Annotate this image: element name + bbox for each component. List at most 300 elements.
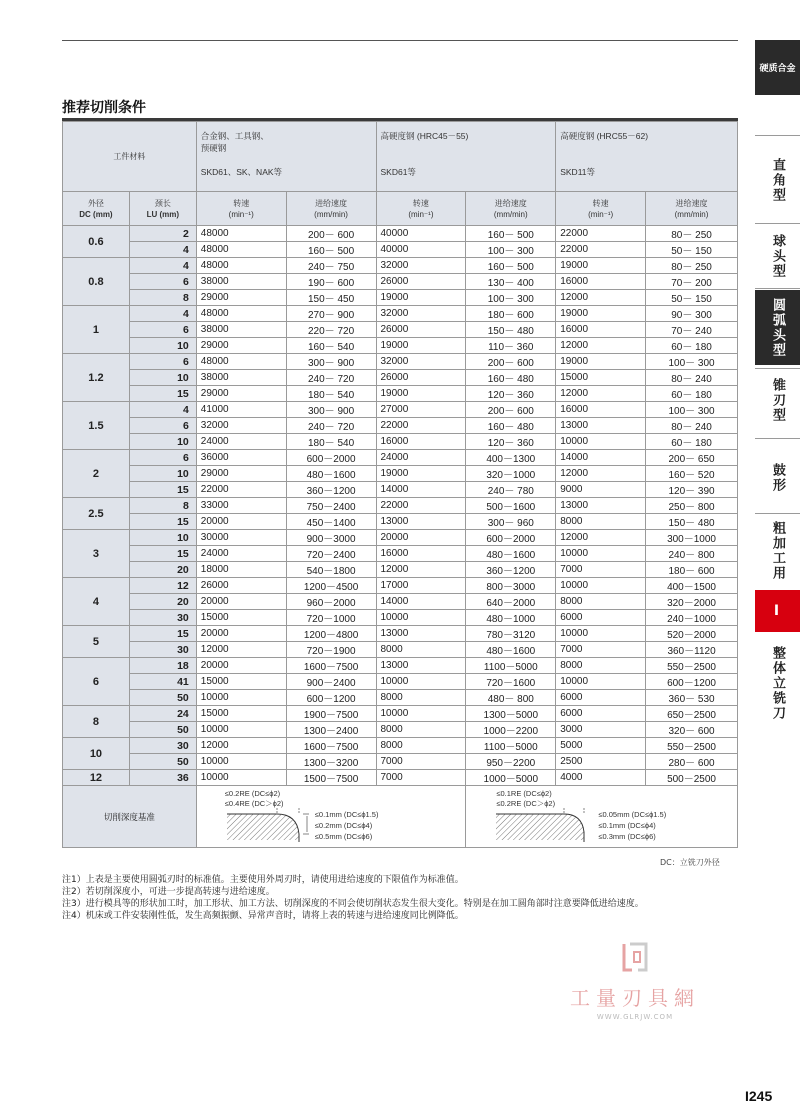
- speed-cell: 19000: [376, 466, 466, 482]
- speed-cell: 5000: [556, 738, 646, 754]
- feed-cell: 300－ 900: [286, 354, 376, 370]
- depth-a-r2: ≤0.2mm (DC≤ϕ4): [314, 821, 373, 830]
- table-row: [63, 418, 738, 434]
- speed-cell: 12000: [556, 290, 646, 306]
- table-row: [63, 754, 738, 770]
- feed-cell: 240－ 720: [286, 370, 376, 386]
- feed-cell: 160－ 480: [466, 370, 556, 386]
- depth-a-r1: ≤0.1mm (DC≤ϕ1.5): [314, 810, 379, 819]
- dc-cell: 4: [63, 578, 130, 626]
- speed-cell: 48000: [196, 354, 286, 370]
- speed-cell: 12000: [556, 466, 646, 482]
- speed-cell: 22000: [556, 242, 646, 258]
- feed-cell: 200－ 600: [286, 226, 376, 242]
- section-title: 推荐切削条件: [62, 100, 146, 116]
- feed-cell: 900－3000: [286, 530, 376, 546]
- tab-roughing[interactable]: [755, 516, 800, 586]
- feed-cell: 780－3120: [466, 626, 556, 642]
- feed-cell: 360－1120: [646, 642, 738, 658]
- feed-cell: 480－1600: [286, 466, 376, 482]
- table-row: [63, 546, 738, 562]
- speed-cell: 3000: [556, 722, 646, 738]
- material-3: [556, 122, 738, 192]
- material-1-line2: 预硬钢: [200, 143, 227, 153]
- speed-cell: 13000: [556, 498, 646, 514]
- lu-cell: 10: [129, 434, 196, 450]
- speed-cell: 14000: [376, 482, 466, 498]
- speed-cell: 26000: [376, 370, 466, 386]
- tab-taper[interactable]: [755, 370, 800, 430]
- feed-cell: 1200－4500: [286, 578, 376, 594]
- depth-b-r2: ≤0.1mm (DC≤ϕ4): [598, 821, 656, 830]
- speed-cell: 8000: [556, 658, 646, 674]
- speed-cell: 7000: [376, 754, 466, 770]
- feed-cell: 550－2500: [646, 658, 738, 674]
- speed-header-2: (min⁻¹): [408, 209, 434, 219]
- table-row: [63, 722, 738, 738]
- feed-cell: 540－1800: [286, 562, 376, 578]
- dc-cell: 2.5: [63, 498, 130, 530]
- dc-cell: 10: [63, 738, 130, 770]
- lu-cell: 4: [129, 402, 196, 418]
- speed-cell: 10000: [556, 546, 646, 562]
- speed-cell: 14000: [376, 594, 466, 610]
- speed-cell: 20000: [196, 514, 286, 530]
- table-row: [63, 402, 738, 418]
- speed-cell: 13000: [376, 514, 466, 530]
- speed-cell: 10000: [556, 578, 646, 594]
- speed-cell: 24000: [196, 434, 286, 450]
- feed-header: [646, 192, 738, 226]
- speed-cell: 48000: [196, 226, 286, 242]
- speed-cell: 10000: [556, 626, 646, 642]
- speed-cell: 13000: [556, 418, 646, 434]
- feed-cell: 400－1300: [466, 450, 556, 466]
- feed-cell: 300－ 960: [466, 514, 556, 530]
- watermark-text: 工量刃具網: [570, 986, 700, 1010]
- speed-cell: 8000: [376, 690, 466, 706]
- speed-cell: 9000: [556, 482, 646, 498]
- lu-cell: 15: [129, 546, 196, 562]
- speed-cell: 7000: [376, 770, 466, 786]
- lu-cell: 30: [129, 642, 196, 658]
- feed-cell: 1000－5000: [466, 770, 556, 786]
- lu-cell: 20: [129, 594, 196, 610]
- tab-carbide[interactable]: [755, 40, 800, 95]
- feed-cell: 120－ 390: [646, 482, 738, 498]
- dc-cell: 1.2: [63, 354, 130, 402]
- note-4: 注4）机床或工件安装刚性低，发生高频振颤、异常声音时，请将上表的转速与进给速度同比例降低。: [62, 911, 464, 921]
- speed-cell: 20000: [376, 530, 466, 546]
- feed-cell: 1100－5000: [466, 658, 556, 674]
- feed-cell: 800－3000: [466, 578, 556, 594]
- table-row: [63, 290, 738, 306]
- tab-ball[interactable]: [755, 226, 800, 286]
- table-row: [63, 738, 738, 754]
- speed-header: [376, 192, 466, 226]
- feed-cell: 130－ 400: [466, 274, 556, 290]
- tab-label: 直角型: [770, 157, 785, 203]
- feed-cell: 80－ 240: [646, 418, 738, 434]
- cutting-conditions-table: [62, 121, 738, 848]
- table-row: [63, 578, 738, 594]
- table-row: [63, 706, 738, 722]
- speed-cell: 22000: [196, 482, 286, 498]
- speed-cell: 13000: [376, 626, 466, 642]
- feed-cell: 180－ 600: [466, 306, 556, 322]
- feed-header-2: (mm/min): [314, 209, 348, 219]
- speed-cell: 12000: [196, 642, 286, 658]
- feed-cell: 80－ 250: [646, 258, 738, 274]
- speed-cell: 38000: [196, 322, 286, 338]
- feed-cell: 160－ 500: [466, 226, 556, 242]
- speed-cell: 16000: [556, 274, 646, 290]
- lu-cell: 6: [129, 322, 196, 338]
- feed-cell: 220－ 720: [286, 322, 376, 338]
- speed-cell: 19000: [556, 258, 646, 274]
- feed-cell: 1300－3200: [286, 754, 376, 770]
- lu-header-1: 颈长: [154, 198, 171, 208]
- feed-cell: 240－1000: [646, 610, 738, 626]
- dc-note: DC：立铣刀外径: [660, 858, 720, 867]
- feed-cell: 50－ 150: [646, 242, 738, 258]
- speed-cell: 10000: [196, 690, 286, 706]
- table-row: [63, 338, 738, 354]
- table-row: [63, 322, 738, 338]
- speed-cell: 16000: [556, 322, 646, 338]
- feed-cell: 1600－7500: [286, 738, 376, 754]
- table-row: [63, 514, 738, 530]
- speed-cell: 24000: [196, 546, 286, 562]
- feed-cell: 480－1600: [466, 642, 556, 658]
- speed-cell: 16000: [556, 402, 646, 418]
- lu-cell: 8: [129, 290, 196, 306]
- speed-cell: 12000: [556, 530, 646, 546]
- depth-a-r3: ≤0.5mm (DC≤ϕ6): [314, 832, 373, 841]
- lu-cell: 41: [129, 674, 196, 690]
- table-row: [63, 626, 738, 642]
- speed-cell: 26000: [376, 274, 466, 290]
- lu-cell: 8: [129, 498, 196, 514]
- feed-cell: 1500－7500: [286, 770, 376, 786]
- table-row: [63, 674, 738, 690]
- lu-cell: 10: [129, 466, 196, 482]
- lu-cell: 4: [129, 258, 196, 274]
- tab-label: 锥刃型: [770, 377, 785, 423]
- speed-cell: 38000: [196, 370, 286, 386]
- feed-cell: 240－ 800: [646, 546, 738, 562]
- speed-cell: 15000: [196, 610, 286, 626]
- speed-cell: 10000: [556, 434, 646, 450]
- speed-cell: 7000: [556, 562, 646, 578]
- feed-header: [286, 192, 376, 226]
- feed-cell: 1300－5000: [466, 706, 556, 722]
- speed-cell: 29000: [196, 466, 286, 482]
- feed-cell: 150－ 450: [286, 290, 376, 306]
- table-row: [63, 642, 738, 658]
- lu-cell: 50: [129, 690, 196, 706]
- lu-cell: 36: [129, 770, 196, 786]
- speed-cell: 32000: [376, 354, 466, 370]
- note-2: 注2）若切削深度小，可进一步提高转速与进给速度。: [62, 887, 275, 897]
- tab-solid-endmill[interactable]: [755, 636, 800, 731]
- feed-cell: 1000－2200: [466, 722, 556, 738]
- table-row: [63, 354, 738, 370]
- lu-cell: 30: [129, 610, 196, 626]
- feed-cell: 160－ 540: [286, 338, 376, 354]
- speed-cell: 32000: [196, 418, 286, 434]
- depth-b-top2: ≤0.2RE (DC＞ϕ2): [496, 799, 556, 808]
- lu-cell: 15: [129, 482, 196, 498]
- feed-cell: 60－ 180: [646, 434, 738, 450]
- speed-cell: 10000: [196, 770, 286, 786]
- speed-cell: 15000: [196, 674, 286, 690]
- feed-cell: 1200－4800: [286, 626, 376, 642]
- feed-cell: 80－ 250: [646, 226, 738, 242]
- feed-header-2: (mm/min): [674, 209, 709, 219]
- lu-cell: 6: [129, 274, 196, 290]
- top-rule: [62, 40, 738, 41]
- material-3-line1: 高硬度钢 (HRC55－62): [560, 131, 649, 141]
- lu-cell: 20: [129, 562, 196, 578]
- speed-cell: 6000: [556, 610, 646, 626]
- feed-cell: 600－2000: [286, 450, 376, 466]
- depth-diagram-a: [196, 786, 466, 848]
- feed-cell: 200－ 600: [466, 354, 556, 370]
- table-row: [63, 306, 738, 322]
- feed-cell: 650－2500: [646, 706, 738, 722]
- feed-cell: 250－ 800: [646, 498, 738, 514]
- speed-cell: 12000: [196, 738, 286, 754]
- feed-cell: 190－ 600: [286, 274, 376, 290]
- feed-cell: 360－ 530: [646, 690, 738, 706]
- material-header: 工件材料: [63, 122, 197, 192]
- table-row: [63, 690, 738, 706]
- speed-cell: 26000: [196, 578, 286, 594]
- lu-cell: 6: [129, 450, 196, 466]
- feed-cell: 80－ 240: [646, 370, 738, 386]
- feed-cell: 520－2000: [646, 626, 738, 642]
- lu-cell: 50: [129, 754, 196, 770]
- dc-cell: 1: [63, 306, 130, 354]
- tab-square[interactable]: [755, 140, 800, 220]
- speed-cell: 20000: [196, 626, 286, 642]
- lu-cell: 10: [129, 530, 196, 546]
- speed-header-2: (min⁻¹): [228, 209, 254, 219]
- feed-cell: 300－ 900: [286, 402, 376, 418]
- speed-cell: 20000: [196, 594, 286, 610]
- speed-header-1: 转速: [592, 198, 609, 208]
- speed-cell: 8000: [556, 594, 646, 610]
- material-1-line3: SKD61、SK、NAK等: [200, 167, 283, 177]
- speed-cell: 6000: [556, 706, 646, 722]
- feed-cell: 400－1500: [646, 578, 738, 594]
- speed-cell: 10000: [196, 722, 286, 738]
- depth-header: 切削深度基准: [63, 786, 197, 848]
- feed-cell: 120－ 360: [466, 386, 556, 402]
- feed-cell: 720－1600: [466, 674, 556, 690]
- feed-cell: 240－ 780: [466, 482, 556, 498]
- speed-cell: 26000: [376, 322, 466, 338]
- feed-cell: 70－ 240: [646, 322, 738, 338]
- speed-cell: 29000: [196, 290, 286, 306]
- speed-cell: 10000: [376, 674, 466, 690]
- feed-cell: 640－2000: [466, 594, 556, 610]
- feed-cell: 480－ 800: [466, 690, 556, 706]
- speed-cell: 19000: [376, 338, 466, 354]
- dc-cell: 3: [63, 530, 130, 578]
- material-1-line1: 合金钢、工具钢、: [200, 131, 269, 141]
- speed-cell: 29000: [196, 386, 286, 402]
- dc-cell: 2: [63, 450, 130, 498]
- lu-cell: 6: [129, 354, 196, 370]
- feed-cell: 720－2400: [286, 546, 376, 562]
- feed-cell: 550－2500: [646, 738, 738, 754]
- feed-header-1: 进给速度: [315, 198, 348, 208]
- depth-b-r1: ≤0.05mm (DC≤ϕ1.5): [598, 810, 667, 819]
- feed-cell: 600－2000: [466, 530, 556, 546]
- feed-cell: 240－ 720: [286, 418, 376, 434]
- feed-cell: 360－1200: [466, 562, 556, 578]
- feed-cell: 180－ 600: [646, 562, 738, 578]
- dc-cell: 12: [63, 770, 130, 786]
- lu-cell: 10: [129, 338, 196, 354]
- lu-header: [129, 192, 196, 226]
- table-row: [63, 466, 738, 482]
- note-3: 注3）进行模具等的形状加工时，加工形状、加工方法、切削深度的不同会使切削状态发生很大变化。特别是在加工圆角部时注意要降低进给速度。: [62, 899, 644, 909]
- speed-cell: 19000: [376, 386, 466, 402]
- lu-cell: 15: [129, 514, 196, 530]
- speed-header-1: 转速: [412, 198, 429, 208]
- feed-cell: 600－1200: [286, 690, 376, 706]
- feed-cell: 50－ 150: [646, 290, 738, 306]
- dc-cell: 0.8: [63, 258, 130, 306]
- feed-cell: 100－ 300: [466, 290, 556, 306]
- tab-label: 鼓形: [770, 462, 785, 493]
- lu-cell: 50: [129, 722, 196, 738]
- material-2-line3: SKD61等: [380, 167, 416, 177]
- speed-cell: 6000: [556, 690, 646, 706]
- feed-cell: 180－ 540: [286, 434, 376, 450]
- speed-cell: 16000: [376, 434, 466, 450]
- tab-label: I: [773, 603, 782, 619]
- tab-barrel[interactable]: [755, 445, 800, 510]
- tab-label: 整体立铣刀: [770, 646, 785, 721]
- lu-cell: 10: [129, 370, 196, 386]
- feed-cell: 360－1200: [286, 482, 376, 498]
- speed-cell: 12000: [556, 386, 646, 402]
- feed-cell: 300－1000: [646, 530, 738, 546]
- lu-cell: 18: [129, 658, 196, 674]
- material-2-line1: 高硬度钢 (HRC45－55): [380, 131, 469, 141]
- feed-cell: 160－ 500: [286, 242, 376, 258]
- speed-cell: 4000: [556, 770, 646, 786]
- feed-cell: 720－1000: [286, 610, 376, 626]
- tab-section-i[interactable]: [755, 590, 800, 632]
- lu-cell: 15: [129, 386, 196, 402]
- feed-cell: 150－ 480: [466, 322, 556, 338]
- feed-cell: 1600－7500: [286, 658, 376, 674]
- table-row: [63, 434, 738, 450]
- speed-cell: 32000: [376, 306, 466, 322]
- feed-cell: 100－ 300: [646, 354, 738, 370]
- feed-cell: 60－ 180: [646, 338, 738, 354]
- speed-cell: 7000: [556, 642, 646, 658]
- speed-cell: 40000: [376, 226, 466, 242]
- feed-cell: 900－2400: [286, 674, 376, 690]
- depth-b-top1: ≤0.1RE (DC≤ϕ2): [496, 789, 552, 798]
- dc-header-1: 外径: [87, 198, 104, 208]
- lu-header-2: LU (mm): [146, 209, 180, 219]
- feed-cell: 500－1600: [466, 498, 556, 514]
- speed-cell: 38000: [196, 274, 286, 290]
- feed-header-1: 进给速度: [675, 198, 708, 208]
- lu-cell: 6: [129, 418, 196, 434]
- table-row: [63, 530, 738, 546]
- speed-cell: 48000: [196, 242, 286, 258]
- table-row: [63, 562, 738, 578]
- speed-cell: 13000: [376, 658, 466, 674]
- feed-cell: 720－1900: [286, 642, 376, 658]
- speed-cell: 10000: [376, 706, 466, 722]
- speed-cell: 17000: [376, 578, 466, 594]
- speed-cell: 20000: [196, 658, 286, 674]
- feed-cell: 500－2500: [646, 770, 738, 786]
- feed-cell: 100－ 300: [466, 242, 556, 258]
- speed-cell: 48000: [196, 306, 286, 322]
- speed-cell: 8000: [556, 514, 646, 530]
- dc-cell: 1.5: [63, 402, 130, 450]
- speed-cell: 8000: [376, 722, 466, 738]
- feed-cell: 200－ 600: [466, 402, 556, 418]
- speed-cell: 12000: [376, 562, 466, 578]
- speed-cell: 2500: [556, 754, 646, 770]
- feed-cell: 320－ 600: [646, 722, 738, 738]
- watermark-url: WWW.GLRJW.COM: [596, 1013, 674, 1021]
- speed-cell: 10000: [196, 754, 286, 770]
- speed-header: [556, 192, 646, 226]
- table-row: [63, 770, 738, 786]
- feed-cell: 160－ 500: [466, 258, 556, 274]
- lu-cell: 30: [129, 738, 196, 754]
- table-row: [63, 258, 738, 274]
- feed-header-2: (mm/min): [493, 209, 528, 219]
- dc-header-2: DC (mm): [79, 209, 113, 219]
- speed-cell: 8000: [376, 642, 466, 658]
- feed-cell: 60－ 180: [646, 386, 738, 402]
- note-1: 注1）上表是主要使用圆弧刃时的标准值。主要使用外周刃时，请使用进给速度的下限值作为标准值。: [62, 875, 464, 885]
- table-row: [63, 386, 738, 402]
- table-row: [63, 370, 738, 386]
- feed-cell: 160－ 520: [646, 466, 738, 482]
- feed-cell: 270－ 900: [286, 306, 376, 322]
- feed-cell: 90－ 300: [646, 306, 738, 322]
- speed-cell: 24000: [376, 450, 466, 466]
- depth-a-top2: ≤0.4RE (DC＞ϕ2): [224, 799, 284, 808]
- speed-cell: 18000: [196, 562, 286, 578]
- tab-label: 硬质合金: [759, 64, 796, 74]
- speed-cell: 22000: [376, 498, 466, 514]
- feed-cell: 120－ 360: [466, 434, 556, 450]
- depth-a-top1: ≤0.2RE (DC≤ϕ2): [224, 789, 281, 798]
- speed-cell: 32000: [376, 258, 466, 274]
- lu-cell: 2: [129, 226, 196, 242]
- dc-header: [63, 192, 130, 226]
- lu-cell: 4: [129, 306, 196, 322]
- speed-cell: 14000: [556, 450, 646, 466]
- tab-radius[interactable]: [755, 290, 800, 365]
- speed-cell: 19000: [556, 306, 646, 322]
